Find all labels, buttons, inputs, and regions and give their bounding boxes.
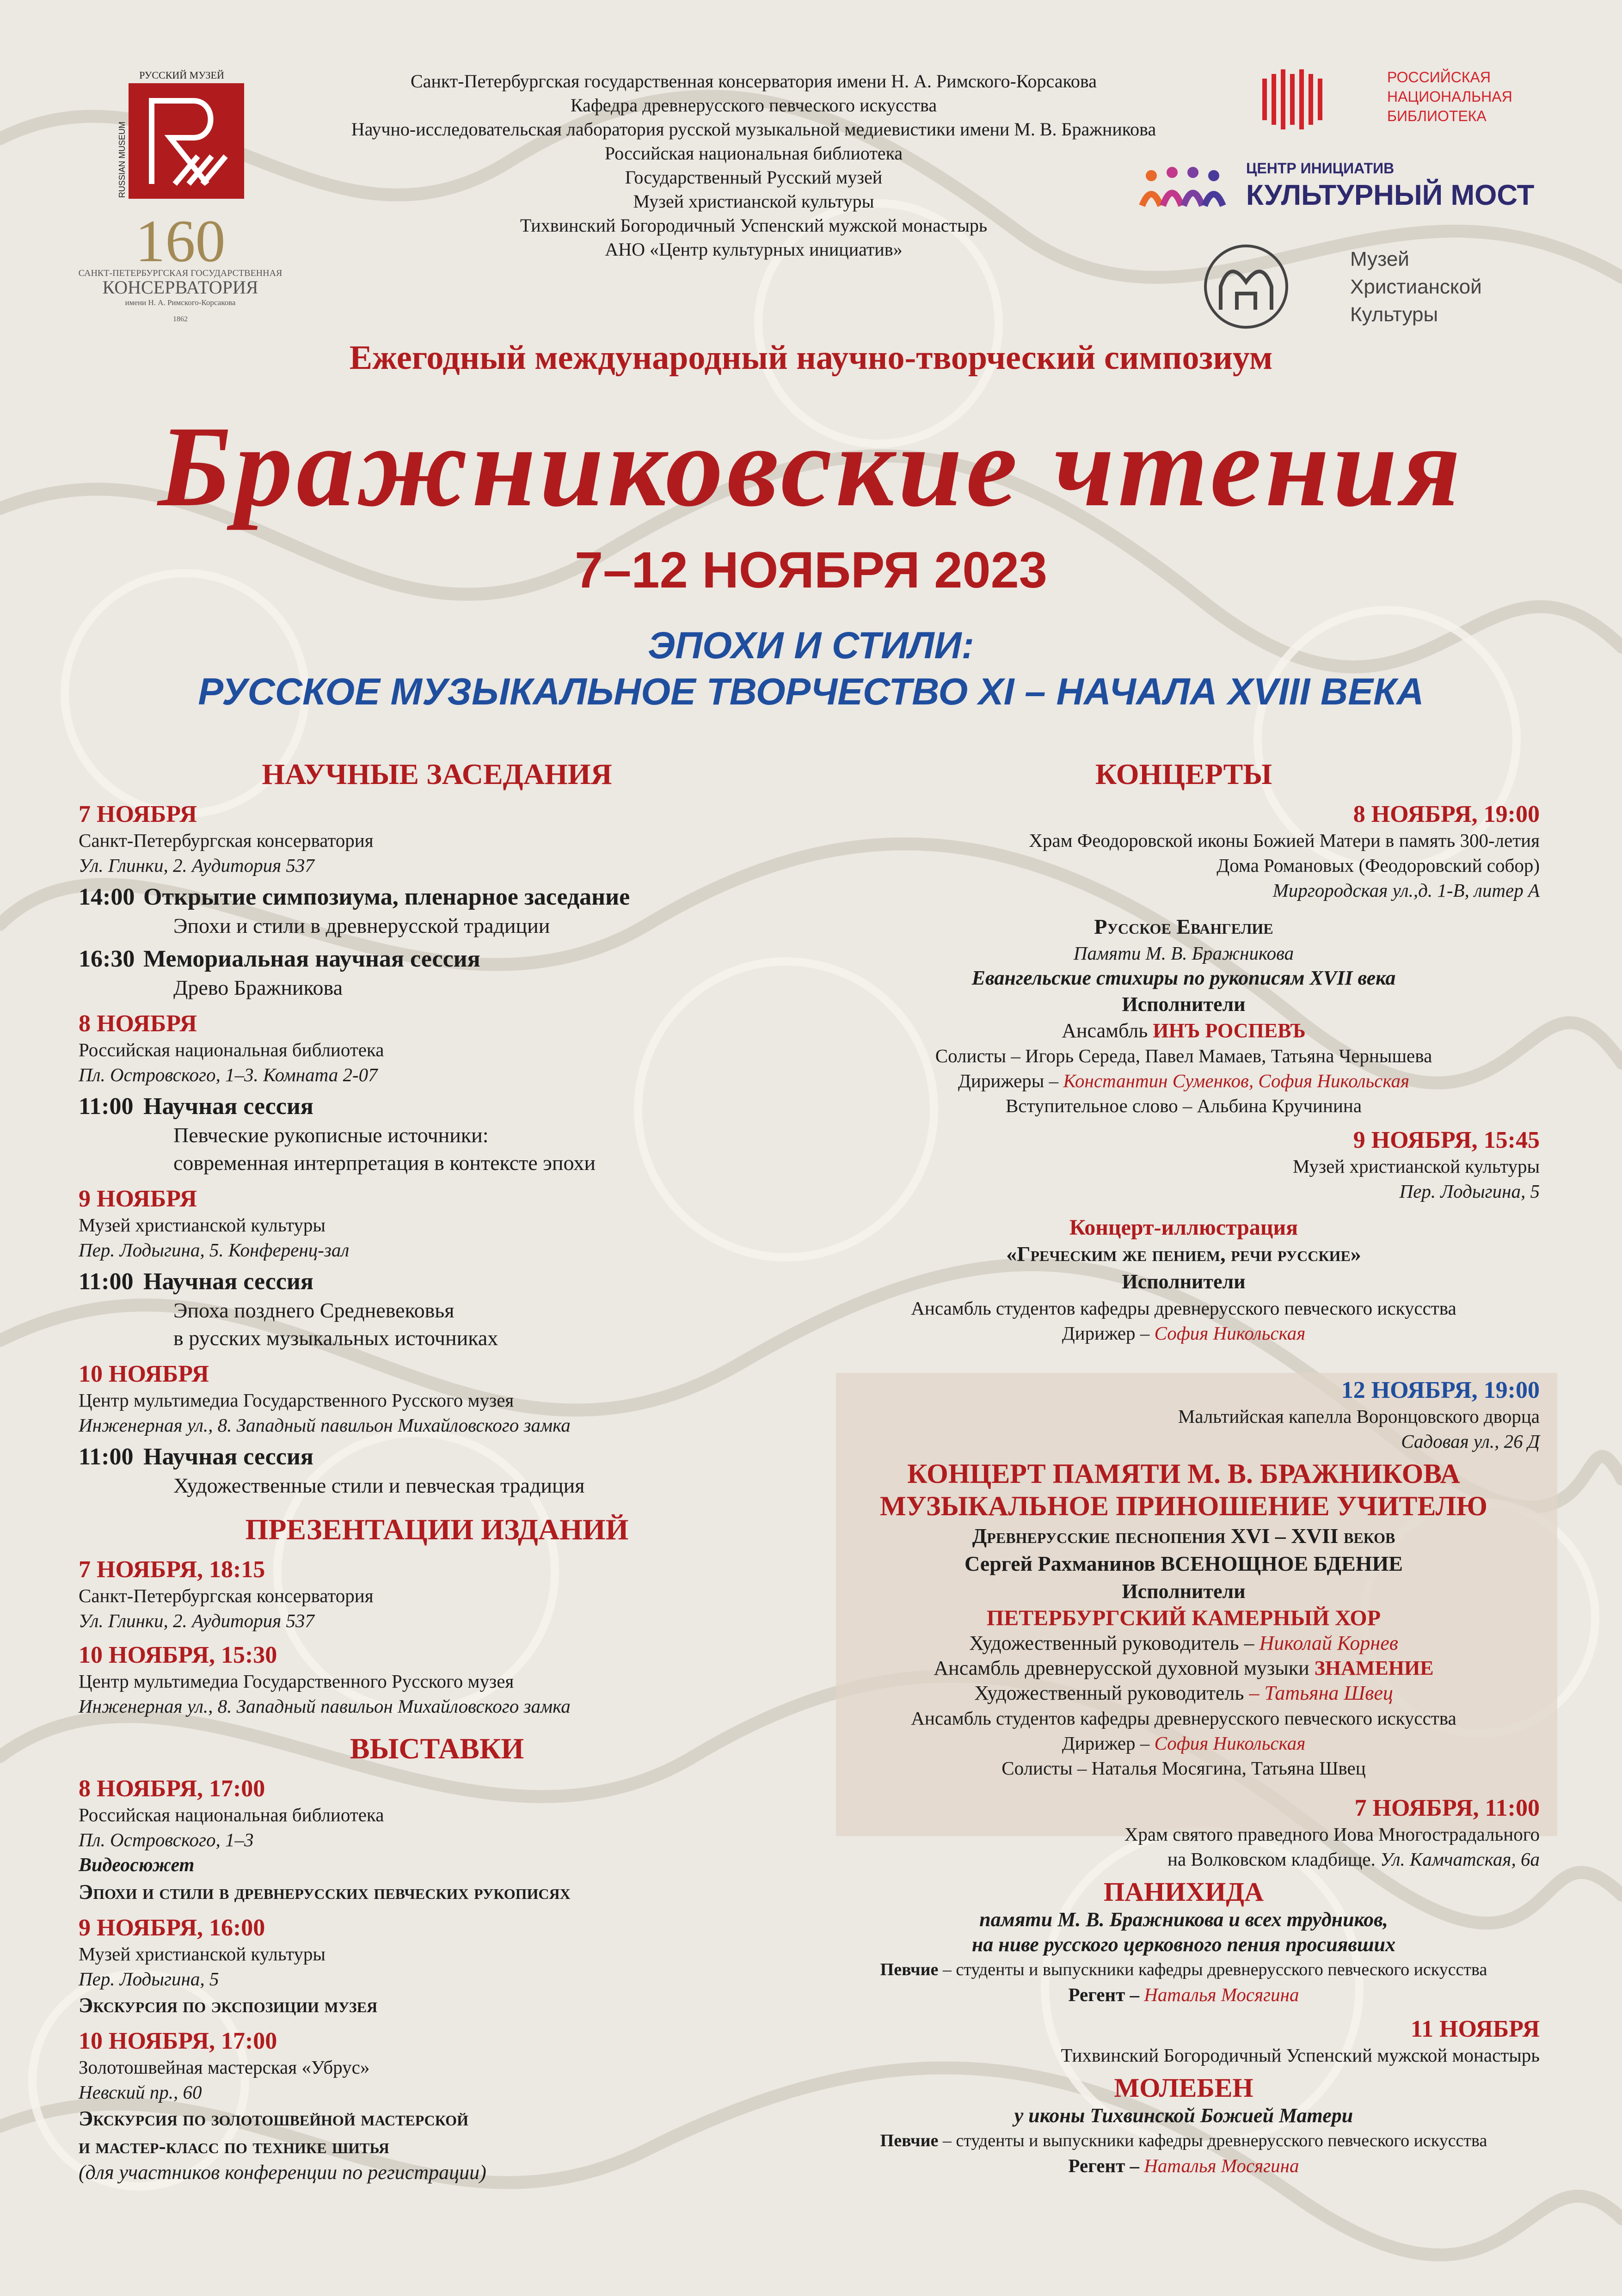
venue: Храм Феодоровской иконы Божией Матери в память 300-летия	[1029, 830, 1540, 851]
org-line: Кафедра древнерусского певческого искусства	[570, 95, 937, 116]
address: Миргородская ул.,д. 1-В, литер А	[1272, 880, 1540, 901]
org-line: Музей христианской культуры	[633, 191, 874, 212]
svg-text:РОССИЙСКАЯ: РОССИЙСКАЯ	[1387, 69, 1491, 86]
venue: Санкт-Петербургская консерватория	[79, 830, 374, 851]
venue: Музей христианской культуры	[79, 1214, 326, 1236]
session-title: Научная сессия	[143, 1444, 313, 1470]
ensemble-line: Ансамбль студентов кафедры древнерусского певческого искусства	[911, 1708, 1456, 1729]
ensemble-line	[828, 1656, 1540, 1681]
session-time: 11:00	[79, 1444, 134, 1470]
address: Пер. Лодыгина, 5	[1399, 1181, 1540, 1202]
regent-name: Наталья Мосягина	[1144, 2155, 1299, 2176]
day-heading: 10 НОЯБРЯ, 17:00	[79, 2028, 277, 2054]
exhibition-title: и мастер-класс по технике шитья	[79, 2134, 389, 2158]
conductors-prefix: Дирижеры –	[958, 1070, 1063, 1091]
service-title: ПАНИХИДА	[1103, 1877, 1264, 1907]
concert-dedication: Памяти М. В. Бражникова	[1073, 943, 1294, 964]
address: Садовая ул., 26 Д	[1401, 1431, 1540, 1452]
svg-text:КУЛЬТУРНЫЙ МОСТ: КУЛЬТУРНЫЙ МОСТ	[1246, 179, 1535, 211]
address: Ул. Глинки, 2. Аудитория 537	[79, 855, 314, 876]
session-title: Открытие симпозиума, пленарное заседание	[143, 884, 630, 910]
singers-text: – студенты и выпускники кафедры древнерусского певческого искусства	[938, 2131, 1487, 2150]
venue: Санкт-Петербургская консерватория	[79, 1585, 374, 1606]
day-heading: 8 НОЯБРЯ	[79, 1010, 197, 1037]
ensemble-prefix: Ансамбль древнерусской духовной музыки	[934, 1657, 1315, 1679]
performers-label: Исполнители	[1122, 993, 1246, 1016]
section-heading-presentations: ПРЕЗЕНТАЦИИ ИЗДАНИЙ	[245, 1513, 629, 1546]
venue: Дома Романовых (Феодоровский собор)	[1216, 855, 1540, 876]
svg-text:Христианской: Христианской	[1350, 276, 1482, 298]
day-heading: 7 НОЯБРЯ	[79, 801, 197, 827]
left-column	[79, 753, 795, 2185]
conductor-line	[828, 1731, 1540, 1756]
venue: Музей христианской культуры	[1293, 1156, 1540, 1177]
ensemble-line	[828, 1018, 1540, 1043]
session-desc: в русских музыкальных источниках	[173, 1326, 498, 1350]
regent-label: Регент –	[1068, 2155, 1144, 2176]
christian-culture-museum-logo	[1202, 240, 1554, 333]
concert-subtitle: Евангельские стихиры по рукописям XVII века	[971, 967, 1396, 989]
venue: Российская национальная библиотека	[79, 1039, 384, 1060]
registration-note: (для участников конференции по регистрации)	[79, 2161, 486, 2184]
org-line: Тихвинский Богородичный Успенский мужской монастырь	[520, 215, 988, 236]
session-title: Научная сессия	[143, 1268, 313, 1295]
program-line: Сергей Рахманинов ВСЕНОЩНОЕ БДЕНИЕ	[965, 1552, 1403, 1575]
cultural-bridge-logo	[1137, 155, 1554, 215]
national-library-logo	[1258, 65, 1535, 134]
day-heading: 7 НОЯБРЯ, 18:15	[79, 1556, 265, 1583]
address: Ул. Камчатская, 6а	[1380, 1849, 1540, 1870]
svg-text:САНКТ-ПЕТЕРБУРГСКАЯ ГОСУДАРСТВ: САНКТ-ПЕТЕРБУРГСКАЯ ГОСУДАРСТВЕННАЯ	[78, 268, 283, 278]
right-column	[828, 753, 1540, 1346]
exhibition-title: Экскурсия по экспозиции музея	[79, 1993, 378, 2017]
performers-label: Исполнители	[1122, 1270, 1246, 1293]
concert-title-line2: МУЗЫКАЛЬНОЕ ПРИНОШЕНИЕ УЧИТЕЛЮ	[880, 1491, 1487, 1521]
day-heading: 12 НОЯБРЯ, 19:00	[1341, 1377, 1540, 1403]
session-desc: Древо Бражникова	[173, 976, 343, 999]
choir-name: ПЕТЕРБУРГСКИЙ КАМЕРНЫЙ ХОР	[986, 1606, 1381, 1630]
session-row	[79, 1092, 795, 1121]
svg-text:РУССКИЙ МУЗЕЙ: РУССКИЙ МУЗЕЙ	[139, 69, 224, 81]
regent-line	[828, 2153, 1540, 2178]
venue-text: на Волковском кладбище.	[1167, 1849, 1381, 1870]
symposium-subtitle: Ежегодный международный научно-творческий симпозиум	[349, 339, 1273, 377]
svg-text:имени Н. А. Римского-Корсакова: имени Н. А. Римского-Корсакова	[125, 298, 236, 307]
day-heading: 10 НОЯБРЯ	[79, 1361, 209, 1387]
session-title: Мемориальная научная сессия	[143, 946, 480, 972]
day-heading: 8 НОЯБРЯ, 17:00	[79, 1776, 265, 1802]
svg-text:БИБЛИОТЕКА: БИБЛИОТЕКА	[1387, 108, 1487, 124]
singers-line	[828, 2128, 1540, 2153]
svg-text:ЦЕНТР ИНИЦИАТИВ: ЦЕНТР ИНИЦИАТИВ	[1246, 160, 1395, 177]
ensemble-line: Ансамбль студентов кафедры древнерусского певческого искусства	[911, 1298, 1456, 1319]
session-row	[79, 1267, 795, 1297]
session-time: 14:00	[79, 884, 135, 910]
address: Пер. Лодыгина, 5. Конференц-зал	[79, 1239, 350, 1261]
conductor-prefix: Дирижер –	[1062, 1733, 1155, 1754]
director-name: – Татьяна Швец	[1249, 1682, 1393, 1704]
ensemble-name: ЗНАМЕНИЕ	[1314, 1657, 1434, 1679]
section-heading-sessions: НАУЧНЫЕ ЗАСЕДАНИЯ	[262, 758, 612, 790]
session-desc: Художественные стили и певческая традиция	[173, 1474, 585, 1497]
svg-text:НАЦИОНАЛЬНАЯ: НАЦИОНАЛЬНАЯ	[1387, 88, 1512, 105]
address: Невский пр., 60	[79, 2082, 202, 2103]
intro-speech: Вступительное слово – Альбина Кручинина	[1005, 1095, 1362, 1116]
svg-text:Культуры: Культуры	[1350, 303, 1438, 326]
exhibition-title: Эпохи и стили в древнерусских певческих рукописях	[79, 1880, 571, 1904]
regent-line	[828, 1982, 1540, 2007]
concert-type: Концерт-иллюстрация	[1069, 1215, 1298, 1240]
soloists: Солисты – Наталья Мосягина, Татьяна Швец	[1001, 1757, 1366, 1779]
ensemble-prefix: Ансамбль	[1062, 1019, 1153, 1042]
performers-label: Исполнители	[1122, 1580, 1246, 1603]
address: Ул. Глинки, 2. Аудитория 537	[79, 1610, 314, 1631]
director-prefix: Художественный руководитель –	[969, 1632, 1260, 1654]
service-subtitle: на ниве русского церковного пения просиявших	[971, 1933, 1396, 1956]
venue: Храм святого праведного Иова Многострадального	[1124, 1824, 1540, 1845]
soloists: Солисты – Игорь Середа, Павел Мамаев, Татьяна Чернышева	[935, 1045, 1432, 1066]
org-line: Государственный Русский музей	[625, 167, 883, 188]
session-row	[79, 944, 795, 974]
session-title: Научная сессия	[143, 1093, 313, 1120]
director-name: Николай Корнев	[1259, 1632, 1398, 1654]
director-prefix: Художественный руководитель	[974, 1682, 1249, 1704]
event-dates: 7–12 НОЯБРЯ 2023	[575, 542, 1047, 599]
day-heading: 8 НОЯБРЯ, 19:00	[1353, 801, 1540, 827]
day-heading: 11 НОЯБРЯ	[1410, 2016, 1540, 2042]
conductor-name: София Никольская	[1154, 1733, 1306, 1754]
address: Инженерная ул., 8. Западный павильон Михайловского замка	[79, 1696, 571, 1717]
session-desc: современная интерпретация в контексте эпохи	[173, 1151, 596, 1175]
venue: Музей христианской культуры	[79, 1943, 326, 1965]
regent-label: Регент –	[1068, 1984, 1144, 2005]
conductor-line	[828, 1321, 1540, 1346]
session-row	[79, 1442, 795, 1472]
singers-line	[828, 1957, 1540, 1982]
theme-line-2: РУССКОЕ МУЗЫКАЛЬНОЕ ТВОРЧЕСТВО XI – НАЧАЛА XVIII ВЕКА	[198, 671, 1424, 713]
singers-text: – студенты и выпускники кафедры древнерусского певческого искусства	[938, 1960, 1487, 1979]
day-heading: 9 НОЯБРЯ, 15:45	[1353, 1127, 1540, 1153]
venue	[828, 1847, 1540, 1872]
director-line	[828, 1631, 1540, 1656]
concert-title: «Греческим же пением, речи русские»	[1006, 1242, 1361, 1266]
venue: Российская национальная библиотека	[79, 1804, 384, 1825]
exhibition-label: Видеосюжет	[79, 1855, 195, 1876]
service-subtitle: у иконы Тихвинской Божией Матери	[1014, 2104, 1353, 2127]
day-heading: 7 НОЯБРЯ, 11:00	[1354, 1795, 1540, 1821]
organizers-list	[222, 69, 1285, 262]
address: Пл. Островского, 1–3	[79, 1829, 254, 1850]
singers-label: Певчие	[880, 2131, 939, 2150]
address: Инженерная ул., 8. Западный павильон Михайловского замка	[79, 1414, 571, 1436]
conductor-prefix: Дирижер –	[1062, 1322, 1155, 1344]
conductors-line	[828, 1068, 1540, 1093]
venue: Центр мультимедиа Государственного Русского музея	[79, 1390, 514, 1411]
regent-name: Наталья Мосягина	[1144, 1984, 1299, 2005]
concert-title: Русское Евангелие	[1094, 915, 1273, 938]
concert-title-line1: КОНЦЕРТ ПАМЯТИ М. В. БРАЖНИКОВА	[907, 1458, 1460, 1489]
theme-line-1: ЭПОХИ И СТИЛИ:	[648, 625, 974, 667]
svg-text:160: 160	[135, 208, 226, 275]
venue: Центр мультимедиа Государственного Русского музея	[79, 1671, 514, 1692]
service-title: МОЛЕБЕН	[1114, 2073, 1253, 2103]
venue: Тихвинский Богородичный Успенский мужской монастырь	[1061, 2045, 1540, 2066]
service-subtitle: памяти М. В. Бражникова и всех трудников,	[979, 1908, 1388, 1931]
session-time: 11:00	[79, 1268, 134, 1295]
svg-text:КОНСЕРВАТОРИЯ: КОНСЕРВАТОРИЯ	[102, 277, 258, 298]
conductors-names: Константин Суменков, София Никольская	[1063, 1070, 1410, 1091]
session-desc: Певческие рукописные источники:	[173, 1123, 489, 1147]
director-line	[828, 1681, 1540, 1706]
section-heading-exhibitions: ВЫСТАВКИ	[350, 1732, 524, 1765]
org-line: АНО «Центр культурных инициатив»	[605, 239, 903, 260]
org-line: Санкт-Петербургская государственная консерватория имени Н. А. Римского-Корсакова	[411, 71, 1097, 92]
org-line: Российская национальная библиотека	[604, 143, 903, 164]
section-heading-concerts: КОНЦЕРТЫ	[1095, 758, 1272, 790]
svg-text:Музей: Музей	[1350, 248, 1409, 270]
venue: Мальтийская капелла Воронцовского дворца	[1178, 1406, 1540, 1427]
svg-text:1862: 1862	[173, 315, 188, 323]
ensemble-name: ИНЪ РОСПЕВЪ	[1153, 1019, 1306, 1042]
program-line: Древнерусские песнопения XVI – XVII веков	[972, 1524, 1395, 1548]
venue: Золотошвейная мастерская «Убрус»	[79, 2057, 370, 2078]
day-heading: 9 НОЯБРЯ, 16:00	[79, 1915, 265, 1941]
featured-concert	[828, 1368, 1540, 2178]
org-line: Научно-исследовательская лаборатория русской музыкальной медиевистики имени М. В. Бражникова	[351, 119, 1156, 140]
session-time: 11:00	[79, 1093, 134, 1120]
day-heading: 9 НОЯБРЯ	[79, 1186, 197, 1212]
exhibition-title: Экскурсия по золотошвейной мастерской	[79, 2106, 468, 2130]
session-row	[79, 882, 795, 912]
address: Пл. Островского, 1–3. Комната 2-07	[79, 1064, 378, 1085]
day-heading: 10 НОЯБРЯ, 15:30	[79, 1642, 277, 1668]
main-title: Бражниковские чтения	[158, 403, 1464, 531]
session-desc: Эпохи и стили в древнерусской традиции	[173, 914, 550, 937]
singers-label: Певчие	[880, 1960, 939, 1979]
conductor-name: София Никольская	[1154, 1322, 1306, 1344]
session-desc: Эпоха позднего Средневековья	[173, 1298, 455, 1322]
address: Пер. Лодыгина, 5	[79, 1968, 219, 1990]
svg-text:RUSSIAN MUSEUM: RUSSIAN MUSEUM	[117, 121, 127, 198]
session-time: 16:30	[79, 946, 135, 972]
